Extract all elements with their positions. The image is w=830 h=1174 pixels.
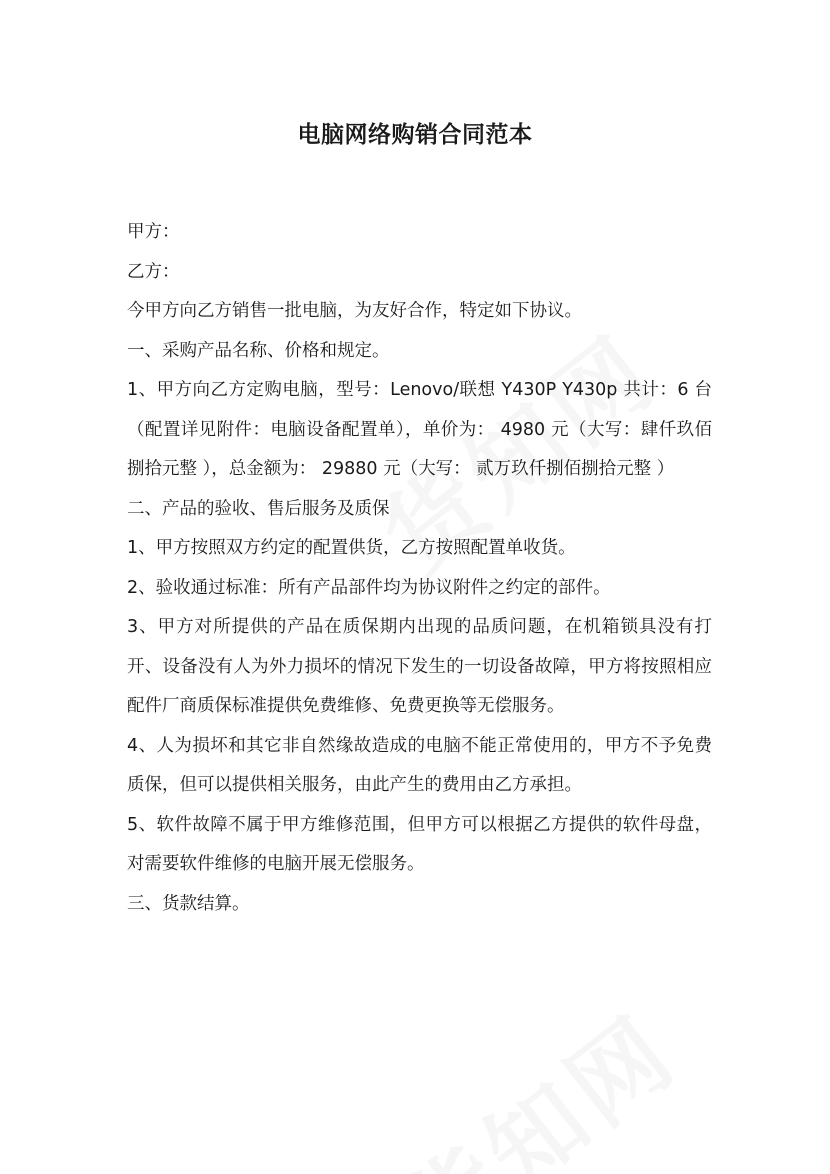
intro-paragraph: 今甲方向乙方销售一批电脑，为友好合作，特定如下协议。	[127, 301, 582, 321]
clause-2-5: 5、软件故障不属于甲方维修范围，但甲方可以根据乙方提供的软件母盘，对需要软件维修的电脑开展无偿服务。	[127, 814, 712, 874]
section-heading-3: 三、货款结算。	[127, 893, 250, 914]
party-a-line: 甲方：	[127, 222, 180, 242]
clause-2-3: 3、甲方对所提供的产品在质保期内出现的品质问题，在机箱锁具没有打开、设备没有人为外力损坏的情况下发生的一切设备故障，甲方将按照相应配件厂商质保标准提供免费维修、免费更换等无偿服务。	[127, 617, 712, 716]
clause-2-2: 2、验收通过标准：所有产品部件均为协议附件之约定的部件。	[127, 577, 611, 598]
clause-1-1: 1、甲方向乙方定购电脑，型号：Lenovo/联想 Y430P Y430p 共计：6 台（配置详见附件：电脑设备配置单），单价为： 4980 元（大写：肆仟玖佰捌拾元整 ），总金额为： 29880 元（大写： 贰万玖仟捌佰捌拾元整 ）	[127, 380, 712, 479]
section-heading-2: 二、产品的验收、售后服务及质保	[127, 498, 390, 519]
section-heading-1: 一、采购产品名称、价格和规定。	[127, 340, 390, 361]
clause-2-4: 4、人为损坏和其它非自然缘故造成的电脑不能正常使用的，甲方不予免费质保，但可以提供相关服务，由此产生的费用由乙方承担。	[127, 735, 712, 795]
watermark	[371, 978, 701, 1174]
clause-2-1: 1、甲方按照双方约定的配置供货，乙方按照配置单收货。	[127, 538, 576, 558]
document-body	[127, 213, 712, 924]
document-title: 电脑网络购销合同范本	[297, 122, 533, 148]
party-b-line: 乙方：	[127, 261, 180, 282]
